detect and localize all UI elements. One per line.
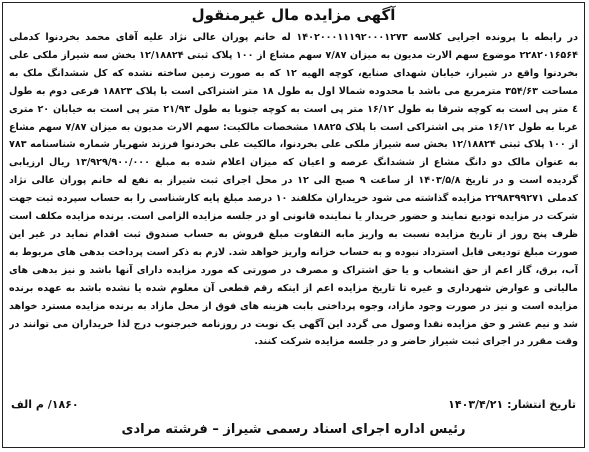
notice-code: ۱۸۶۰/ م الف <box>11 398 79 411</box>
signature-line: رئیس اداره اجرای اسناد رسمی شیراز – فرشته مرادی <box>121 422 466 437</box>
publication-date <box>448 395 576 415</box>
notice-body <box>9 29 578 393</box>
publication-row <box>11 395 576 415</box>
notice-body-text: در رابطه با پرونده اجرایی کلاسه ۱۴۰۲۰۰۰۱۱۱۹۲۰۰۰۱۲۷۳ له خانم پوران عالی نژاد علیه آقای محمد بخردنوا کدملی ۲۲۸۲۰۱۶۵۶۴ موضوع سهم الارث مدیون به میزان ۷/۸۷ سهم مشاع از ۱۰۰ پلاک ثبتی ۱۲/۱۸۸۲۴ بخش سه شیراز ملکی علی بخردنوا واقع در شیراز، خیابان شهدای صنایع، کوچه الهیه ۱۲ که به صورت زمین ساخته نشده که کل ششدانگ ملک به مساحت ۳۵۴/۶۳ مترمربع می باشد با محدوده شمالا اول به طول ۱۸ متر اشتراکی است با پلاک ۱۸۸۲۳ فرعی دوم به طول ٤ متر پی است به کوچه شرقا به طول ۱۶/۱۲ متر پی است به کوچه جنوبا به طول ۲۱/۹۳ متر پی است به خیابان ۲۰ متری غربا به طول ۱۶/۱۲ متر پی اشتراکی است با پلاک ۱۸۸۲۵ مشخصات مالکیت: سهم الارث مدیون به میزان ۷/۸۷ سهم مشاع از ۱۰۰ پلاک ثبتی ۱۲/۱۸۸۲۴ بخش سه شیراز ملکی علی بخردنوا، مالکیت علی بخردنوا فرزند شهریار شماره شناسنامه ۷۸۳ به عنوان مالک دو دانگ مشاع از ششدانگ عرصه و اعیان که میزان اعلام شده به مبلغ ۱۳/۹۲۹/۹۰۰/۰۰۰ ریال ارزیابی گردیده است و در تاریخ ۱۴۰۳/۵/۸ از ساعت ۹ صبح الی ۱۲ در محل اجرای ثبت شیراز به نفع له خانم پوران عالی نژاد کدملی ۲۲۹۸۳۹۹۲۷۱ مزایده گذاشته می شود خریداران مکلفند ۱۰ درصد مبلغ پایه کارشناسی را به حساب سپرده ثبت جهت شرکت در مزایده تودیع نمایند و حضور خریدار یا نماینده قانونی او در جلسه مزایده الزامی است. برنده مزایده مکلف است ظرف پنج روز از تاریخ مزایده نسبت به واریز مابه التفاوت مبلغ فروش به حساب صندوق ثبت اقدام نماید در غیر این صورت مبلغ تودیعی قابل استرداد نبوده و به حساب خزانه واریز خواهد شد. لازم به ذکر است پرداخت بدهی های مربوط به آب، برق، گاز اعم از حق انشعاب و یا حق اشتراک و مصرف در صورتی که مورد مزایده دارای آنها باشد و نیز بدهی های مالیاتی و عوارض شهرداری و غیره تا تاریخ مزایده اعم از اینکه رقم قطعی آن معلوم شده یا نشده باشد به عهده برنده مزایده است و نیز در صورت وجود مازاد، وجوه پرداختی بابت هزینه های فوق از محل مازاد به برنده مزایده مسترد خواهد شد و نیم عشر و حق مزایده نقدا وصول می گردد این آگهی یک نوبت در روزنامه خبرجنوب درج لذا خریداران می توانند در وقت مقرر در اجرای ثبت شیراز حاضر و در جلسه مزایده شرکت کنند. <box>9 32 578 348</box>
auction-notice <box>2 2 585 448</box>
notice-title: آگهی مزایده مال غیرمنقول <box>191 6 396 24</box>
publication-date-value: ۱۴۰۳/۴/۲۱ <box>448 398 504 411</box>
publication-date-label: تاریخ انتشار: <box>507 398 576 411</box>
